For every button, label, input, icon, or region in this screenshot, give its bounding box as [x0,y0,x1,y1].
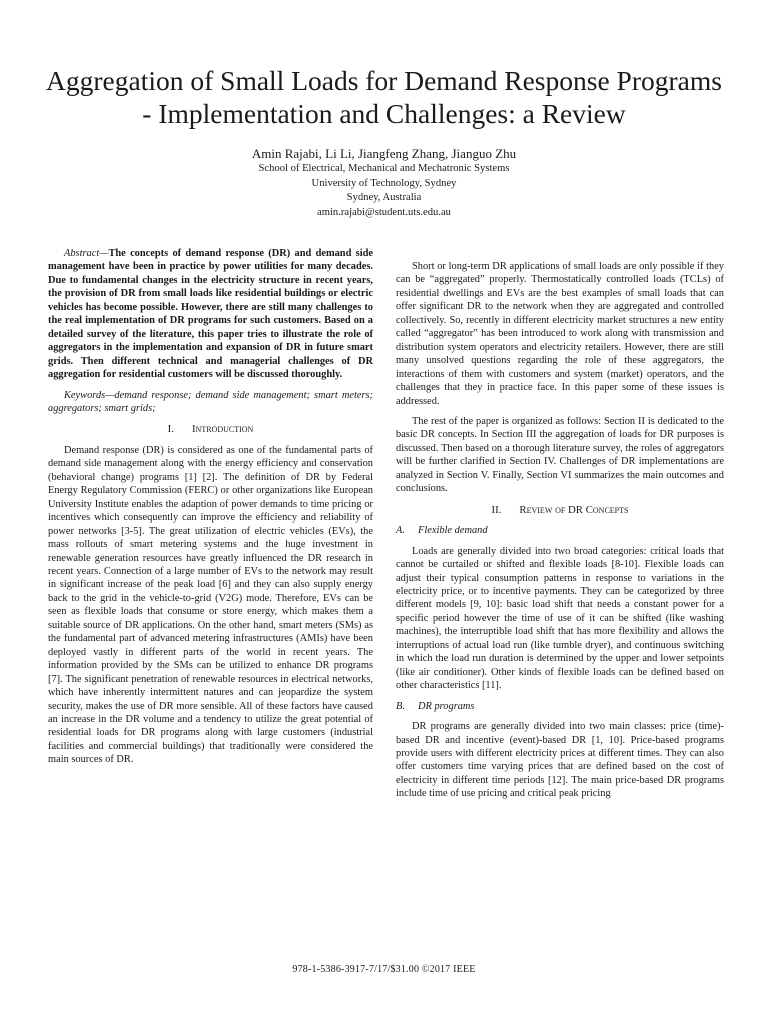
affiliation: School of Electrical, Mechanical and Mechatronic Systems [258,163,510,174]
university: University of Technology, Sydney [311,177,457,189]
author-block [40,146,728,220]
section-number: I. [167,423,174,436]
abstract-lead: Abstract— [64,248,109,259]
left-column [48,247,373,774]
subsection-label: B. [396,700,405,712]
author-email: amin.rajabi@student.uts.edu.au [317,206,451,218]
keywords: Keywords—demand response; demand side management; smart meters; aggregators; smart grids; [48,389,373,414]
subsection-heading-dr-programs [396,700,724,713]
section-title: Introduction [191,423,254,436]
abstract-body: The concepts of demand response (DR) and demand side management have been in practice by power utilities for many decades. Due to fundamental changes in the electricity structure in recent years, the provision of DR from small loads like residential buildings or electric vehicles has become possible. However, there are still many challenges to the real implementation of DR programs for such customers. Based on a detailed survey of the literature, this paper tries to illustrate the role of aggregators in the implementation and expansion of DR in future smart grids. Then different technical and managerial challenges of DR aggregation for residential customers will be discussed thoroughly. [48,248,373,381]
abstract [48,247,373,382]
section-heading-introduction [48,423,373,436]
subsection-label: A. [396,525,405,537]
subsection-title: Flexible demand [418,525,488,537]
subsection-title: DR programs [418,700,475,712]
section-heading-review [396,504,724,517]
paper-title: Aggregation of Small Loads for Demand Response Programs - Implementation and Challenges: a Review [46,65,722,129]
intro-paragraph-1: Demand response (DR) is considered as one of the fundamental parts of demand side management along with the energy efficiency and conservation (behavioral change) programs [1] [2]. The definition of DR by Federal Energy Regulatory Commission (FERC) or other organizations like European University Institute enables the adaption of power demands to time pricing or incentives which consequently can improve the efficiency and reliability of power networks [3-5]. The great utilization of electric vehicles (EVs), the mass rollouts of smart metering systems and the huge investment in renewable generation resources have greatly influenced the DR research in recent years. Connection of a large number of EVs to the network may result in significant increase of the peak load [6] and they can also supply energy back to the grid in the vehicle-to-grid (V2G) mode. Therefore, EVs can be seen as flexible loads that consume or store energy, which makes them a suitable source of DR applications. On the other hand, smart meters (SMs) as the fundamental part of advanced metering infrastructures (AMIs) have been deployed vastly in different parts of the world in recent years. The information provided by the SMs can be utilized to enhance DR programs [7]. The significant penetration of renewable resources in electrical networks, which have inherently intermittent natures and can jeopardize the system security, makes the use of DR more sensible. All of these factors have caused an increase in the DR volume and a tendency to utilize the great potential of residential loads for DR programs along with large customers (industrial facilities and commercial buildings) that traditionally were considered the main sources of DR. [48,444,373,766]
flexible-demand-paragraph: Loads are generally divided into two broad categories: critical loads that cannot be curtailed or shifted and flexible loads [8-10]. Flexible loads can adjust their typical consumption patterns in response to variations in the electricity price, or to incentive payments. They can be categorized by three different models [9, 10]: basic load shift that needs a constant power for a specific period however the time of use of it can be shifted (like washing machines), the interruptible load shift that has more flexibility and allows the interruptions of actual load run (like tumble dryer), and continuous switching in which the load run duration is determined by the upper and lower setpoints (like air conditioner). Other kinds of flexible loads can be defined based on other characteristics [11]. [396,545,724,692]
intro-paragraph-2: Short or long-term DR applications of small loads are only possible if they can be “aggregated” properly. Thermostatically controlled loads (TCLs) of residential dwellings and EVs are the best examples of small loads that can offer significant DR to the network when they are aggregated and controlled collectively. So, recently in different electricity market structures a new entity called “aggregator” has been introduced to work along with transmission and distribution system operators and electricity retailers. However, there are still many unsolved questions regarding the role of these aggregators, the interactions of them with customers and system (market) operators, and the challenges that they in practice face. In this paper some of these issues is addressed. [396,261,724,407]
intro-paragraph-3: The rest of the paper is organized as follows: Section II is dedicated to the basic DR concepts. In Section III the aggregation of loads for DR purposes is discussed. Then based on a thorough literature survey, the roles of aggregators will be further clarified in Section IV. Challenges of DR implementations are analyzed in Section V. Finally, Section VI summarizes the main outcomes and conclusions. [396,415,724,495]
copyright-footer: 978-1-5386-3917-7/17/$31.00 ©2017 IEEE [292,964,476,975]
subsection-heading-flexible-demand [396,524,724,537]
dr-programs-paragraph: DR programs are generally divided into two main classes: price (time)-based DR and incentive (event)-based DR [1, 10]. Price-based programs provide users with different electricity prices at different times. They can also offer customers time varying prices that are defined based on the cost of electricity in different time periods [12]. The main price-based DR programs include time of use pricing and critical peak pricing [396,721,724,800]
section-title: Review of DR Concepts [519,503,629,516]
author-names: Amin Rajabi, Li Li, Jiangfeng Zhang, Jianguo Zhu [251,146,517,161]
right-column [396,260,724,808]
location: Sydney, Australia [346,192,422,203]
section-number: II. [491,503,502,516]
